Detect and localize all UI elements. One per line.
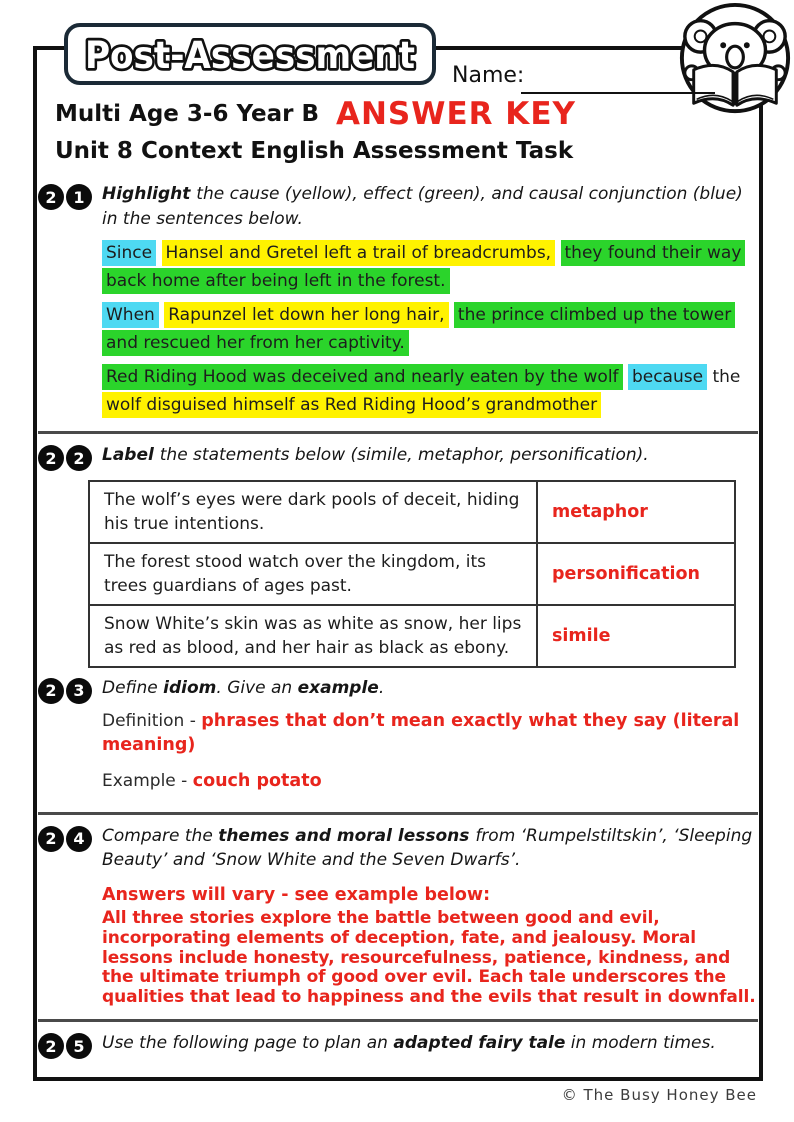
- number-circle: 2: [38, 678, 64, 704]
- definition-label: Definition -: [102, 710, 202, 731]
- table-row: [89, 605, 735, 667]
- question-25: [38, 1031, 758, 1064]
- prompt-part: . Give an: [216, 677, 298, 698]
- statement-cell: The forest stood watch over the kingdom, its trees guardians of ages past.: [89, 543, 537, 605]
- statement-cell: The wolf’s eyes were dark pools of deceit, hiding his true intentions.: [89, 481, 537, 543]
- table-row: [89, 481, 735, 543]
- highlighted-sentence-3: [102, 363, 756, 419]
- question-24-content: [102, 824, 758, 1013]
- name-label: Name:: [452, 63, 525, 88]
- highlight-segment-yellow: wolf disguised himself as Red Riding Hood’s grandmother: [102, 392, 601, 418]
- number-circle: 5: [66, 1033, 92, 1059]
- question-22-number-badge: [38, 443, 102, 471]
- question-23-content: [102, 676, 758, 805]
- prompt-part: the statements below (simile, metaphor, personification).: [159, 445, 649, 466]
- title-banner: [64, 23, 436, 85]
- prompt-part: example: [297, 677, 379, 698]
- highlight-segment-green: Red Riding Hood was deceived and nearly eaten by the wolf: [102, 364, 623, 390]
- question-23-prompt: [102, 676, 756, 701]
- number-circle: 1: [66, 184, 92, 210]
- answer-body: All three stories explore the battle between good and evil, incorporating elements of deception, fate, and jealousy. Moral lessons include honesty, resourcefulness, patience, kindness, and the ultimate triumph of good over evil. Each tale underscores the qualities that lead to happiness and the evils that result in downfall.: [102, 907, 756, 1008]
- question-25-number-badge: [38, 1031, 102, 1059]
- highlight-segment-green: they found their way back home after being left in the forest.: [102, 240, 745, 294]
- answer-cell: personification: [537, 543, 735, 605]
- question-24-prompt: [102, 824, 756, 873]
- highlight-segment-blue: When: [102, 302, 159, 328]
- koala-reading-book-icon: [676, 1, 794, 119]
- prompt-part: Highlight: [102, 184, 197, 204]
- prompt-part: from ‘Rumpelstiltskin’, ‘Sleeping Beauty’ and ‘Snow White and the Seven Dwarfs’.: [102, 825, 753, 871]
- number-circle: 3: [66, 678, 92, 704]
- question-23: [38, 676, 758, 805]
- example-answer: couch potato: [192, 770, 322, 791]
- highlight-segment-yellow: Rapunzel let down her long hair,: [164, 302, 448, 328]
- prompt-part: .: [378, 677, 385, 698]
- question-21-content: [102, 182, 758, 424]
- section-divider: [38, 1019, 758, 1022]
- question-22-content: [102, 443, 758, 676]
- label-statements-table: [88, 480, 736, 668]
- question-25-content: [102, 1031, 758, 1064]
- page-title: Post-Assessment: [85, 34, 415, 77]
- question-25-prompt: [102, 1031, 756, 1056]
- highlight-segment-yellow: Hansel and Gretel left a trail of breadcrumbs,: [162, 240, 556, 266]
- question-24-number-badge: [38, 824, 102, 852]
- highlighted-sentence-1: [102, 239, 756, 295]
- question-21: [38, 182, 758, 424]
- number-circle: 4: [66, 826, 92, 852]
- answer-key-label: ANSWER KEY: [336, 96, 576, 132]
- example-label: Example -: [102, 770, 193, 791]
- number-circle: 2: [38, 1033, 64, 1059]
- section-divider: [38, 431, 758, 434]
- questions-area: [38, 182, 758, 1064]
- example-line: [102, 769, 756, 793]
- question-22: [38, 443, 758, 676]
- prompt-part: adapted fairy tale: [393, 1033, 566, 1054]
- question-22-prompt: [102, 443, 756, 468]
- statement-cell: Snow White’s skin was as white as snow, her lips as red as blood, and her hair as black as ebony.: [89, 605, 537, 667]
- prompt-part: Compare the: [102, 825, 219, 846]
- course-title: Multi Age 3-6 Year B: [55, 101, 320, 127]
- highlight-segment-green: the prince climbed up the tower and rescued her from her captivity.: [102, 302, 735, 356]
- highlight-segment-blue: Since: [102, 240, 156, 266]
- prompt-part: Use the following page to plan an: [102, 1033, 394, 1054]
- title-bubble-text-svg: [74, 27, 426, 81]
- prompt-part: Define: [102, 677, 164, 698]
- copyright-credit: © The Busy Honey Bee: [561, 1086, 757, 1104]
- answer-cell: metaphor: [537, 481, 735, 543]
- plain-segment: the: [712, 367, 741, 388]
- name-fill-in-line[interactable]: [521, 92, 715, 94]
- number-circle: 2: [38, 445, 64, 471]
- question-21-number-badge: [38, 182, 102, 210]
- prompt-part: themes and moral lessons: [218, 825, 476, 846]
- question-23-number-badge: [38, 676, 102, 704]
- table-row: [89, 543, 735, 605]
- number-circle: 2: [66, 445, 92, 471]
- definition-line: [102, 709, 756, 757]
- question-24: [38, 824, 758, 1013]
- section-divider: [38, 812, 758, 815]
- answer-heading: Answers will vary - see example below:: [102, 884, 491, 905]
- prompt-part: idiom: [163, 677, 217, 698]
- number-circle: 2: [38, 184, 64, 210]
- unit-title: Unit 8 Context English Assessment Task: [55, 138, 574, 164]
- answer-cell: simile: [537, 605, 735, 667]
- highlight-segment-blue: because: [628, 364, 707, 390]
- definition-answer: phrases that don’t mean exactly what they say (literal meaning): [102, 710, 740, 755]
- prompt-part: the cause (yellow), effect (green), and causal conjunction (blue) in the sentences below.: [102, 184, 743, 229]
- highlighted-sentence-2: [102, 301, 756, 357]
- question-21-prompt: [102, 182, 756, 231]
- prompt-part: in modern times.: [565, 1033, 716, 1054]
- prompt-part: Label: [102, 445, 160, 466]
- number-circle: 2: [38, 826, 64, 852]
